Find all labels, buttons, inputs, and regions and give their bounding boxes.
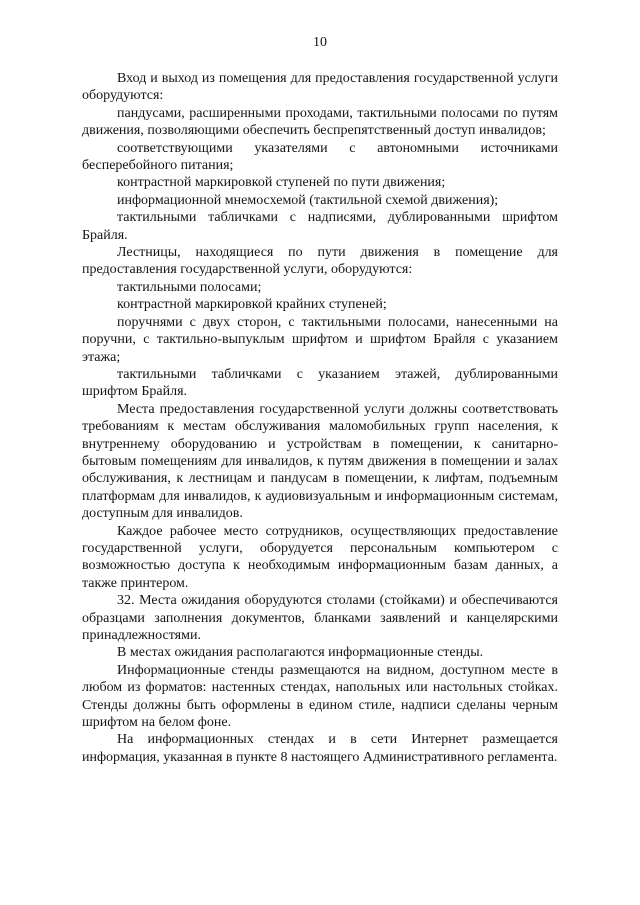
paragraph: информационной мнемосхемой (тактильной схемой движения); bbox=[117, 192, 499, 208]
paragraph: контрастной маркировкой ступеней по пути движения; bbox=[117, 175, 446, 191]
paragraph: В местах ожидания располагаются информационные стенды. bbox=[117, 645, 484, 661]
paragraph: Лестницы, находящиеся по пути движения в помещение для предоставления государственной услуги, оборудуются: bbox=[82, 245, 558, 278]
paragraph: пандусами, расширенными проходами, тактильными полосами по путям движения, позволяющими обеспечить беспрепятственный доступ инвалидов; bbox=[82, 105, 558, 139]
paragraph: Информационные стенды размещаются на видном, доступном месте в любом из форматов: настенных стендах, напольных или настольных стойках. Стенды должны быть оформлены в едином стиле, надписи сделаны черным шрифтом на белом фоне. bbox=[82, 662, 558, 731]
paragraph: контрастной маркировкой крайних ступеней; bbox=[117, 297, 387, 313]
paragraph: тактильными табличками с указанием этажей, дублированными шрифтом Брайля. bbox=[82, 366, 558, 400]
paragraph: тактильными табличками с надписями, дублированными шрифтом Брайля. bbox=[82, 210, 558, 243]
page-number: 10 bbox=[313, 35, 327, 50]
paragraph: тактильными полосами; bbox=[117, 279, 262, 295]
paragraph: Каждое рабочее место сотрудников, осуществляющих предоставление государственной услуги, оборудуется персональным компьютером с возможностью доступа к необходимым информационным базам данных, а также принтером. bbox=[82, 523, 558, 591]
paragraph: Вход и выход из помещения для предоставления государственной услуги оборудуются: bbox=[82, 71, 558, 104]
document-body bbox=[82, 70, 558, 766]
paragraph: соответствующими указателями с автономными источниками бесперебойного питания; bbox=[82, 140, 558, 174]
paragraph: Места предоставления государственной услуги должны соответствовать требованиям к местам обслуживания маломобильных групп населения, к внутреннему оборудованию и устройствам в помещении, к санитарно-бытовым помещениям для инвалидов, к путям движения в помещении и залах обслуживания, к лестницам и пандусам в помещении, к лифтам, подъемным платформам для инвалидов, к аудиовизуальным и информационным системам, доступным для инвалидов. bbox=[82, 401, 558, 522]
paragraph: 32. Места ожидания оборудуются столами (стойками) и обеспечиваются образцами заполнения документов, бланками заявлений и канцелярскими принадлежностями. bbox=[82, 593, 558, 643]
paragraph: поручнями с двух сторон, с тактильными полосами, нанесенными на поручни, с тактильно-выпуклым шрифтом и шрифтом Брайля с указанием этажа; bbox=[82, 314, 558, 365]
paragraph: На информационных стендах и в сети Интернет размещается информация, указанная в пункте 8 настоящего Административного регламента. bbox=[82, 732, 558, 765]
